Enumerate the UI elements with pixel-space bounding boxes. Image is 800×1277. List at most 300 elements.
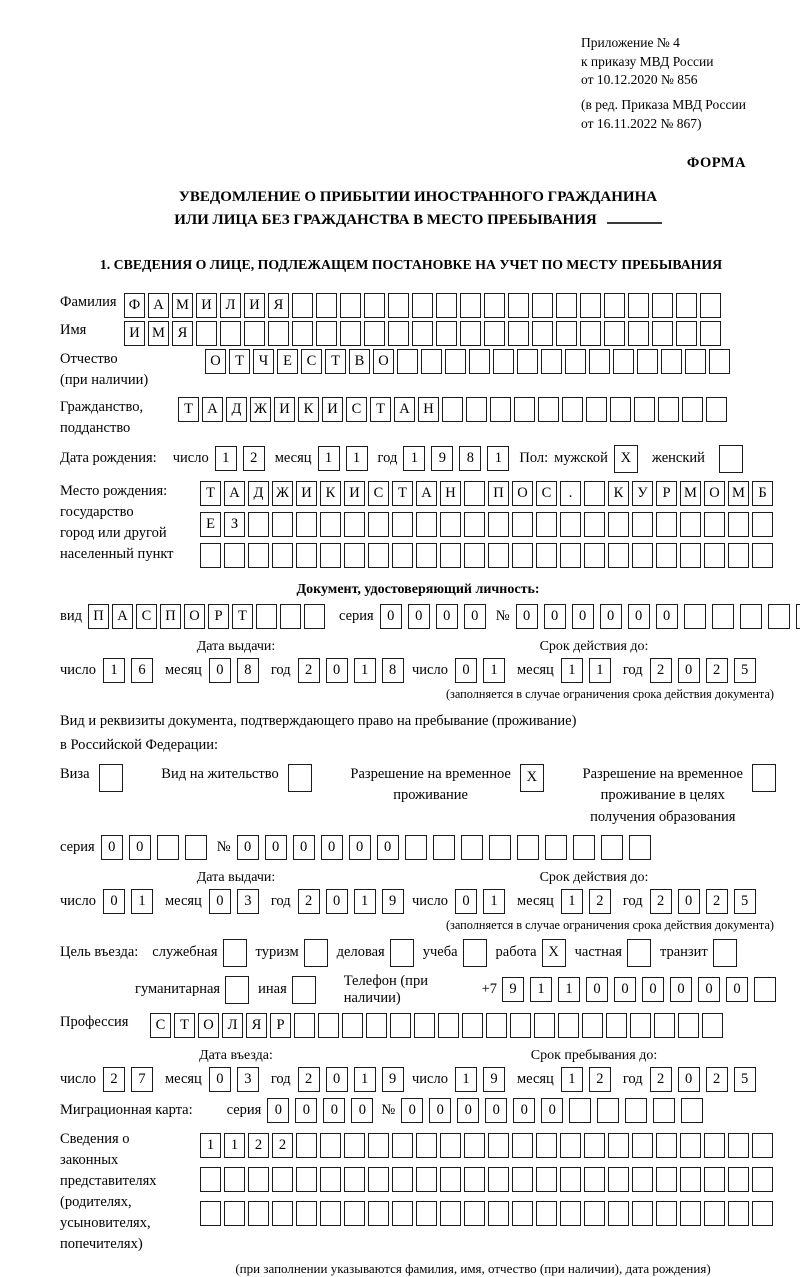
char-box[interactable]: Л bbox=[222, 1013, 243, 1038]
char-box[interactable] bbox=[296, 512, 317, 537]
char-box[interactable] bbox=[316, 321, 337, 346]
char-box[interactable]: 1 bbox=[455, 1067, 477, 1092]
char-box[interactable]: 0 bbox=[237, 835, 259, 860]
char-box[interactable] bbox=[364, 293, 385, 318]
char-box[interactable]: М bbox=[148, 321, 169, 346]
char-box[interactable]: Р bbox=[208, 604, 229, 629]
char-box[interactable] bbox=[584, 1133, 605, 1158]
char-box[interactable]: М bbox=[172, 293, 193, 318]
char-box[interactable] bbox=[627, 939, 651, 967]
char-box[interactable] bbox=[556, 321, 577, 346]
char-box[interactable]: 0 bbox=[209, 658, 231, 683]
char-box[interactable] bbox=[200, 1167, 221, 1192]
char-box[interactable]: X bbox=[542, 939, 566, 967]
char-box[interactable] bbox=[680, 512, 701, 537]
char-box[interactable]: 1 bbox=[318, 446, 340, 471]
char-box[interactable] bbox=[656, 543, 677, 568]
char-box[interactable] bbox=[272, 1201, 293, 1226]
char-box[interactable] bbox=[601, 835, 623, 860]
char-box[interactable]: Т bbox=[174, 1013, 195, 1038]
char-box[interactable]: 1 bbox=[131, 889, 153, 914]
char-box[interactable] bbox=[608, 543, 629, 568]
char-box[interactable] bbox=[613, 349, 634, 374]
char-box[interactable] bbox=[608, 1201, 629, 1226]
char-box[interactable] bbox=[508, 321, 529, 346]
char-box[interactable] bbox=[625, 1098, 647, 1123]
char-box[interactable] bbox=[560, 1133, 581, 1158]
char-box[interactable] bbox=[272, 1167, 293, 1192]
char-box[interactable] bbox=[464, 543, 485, 568]
char-box[interactable] bbox=[340, 321, 361, 346]
char-box[interactable] bbox=[652, 321, 673, 346]
char-box[interactable]: 0 bbox=[321, 835, 343, 860]
char-box[interactable]: К bbox=[298, 397, 319, 422]
char-box[interactable] bbox=[652, 293, 673, 318]
char-box[interactable] bbox=[536, 512, 557, 537]
char-box[interactable] bbox=[296, 1133, 317, 1158]
char-box[interactable]: 1 bbox=[483, 658, 505, 683]
char-box[interactable] bbox=[517, 349, 538, 374]
char-box[interactable]: 2 bbox=[298, 1067, 320, 1092]
char-box[interactable] bbox=[464, 1133, 485, 1158]
char-box[interactable] bbox=[344, 512, 365, 537]
char-box[interactable] bbox=[490, 397, 511, 422]
char-box[interactable] bbox=[436, 293, 457, 318]
char-box[interactable]: 0 bbox=[726, 977, 748, 1002]
char-box[interactable] bbox=[532, 293, 553, 318]
char-box[interactable] bbox=[706, 397, 727, 422]
char-box[interactable]: 0 bbox=[293, 835, 315, 860]
char-box[interactable]: К bbox=[608, 481, 629, 506]
char-box[interactable]: 0 bbox=[455, 889, 477, 914]
char-box[interactable] bbox=[416, 1133, 437, 1158]
char-box[interactable] bbox=[366, 1013, 387, 1038]
char-box[interactable] bbox=[628, 321, 649, 346]
char-box[interactable] bbox=[488, 543, 509, 568]
char-box[interactable] bbox=[488, 1167, 509, 1192]
char-box[interactable] bbox=[728, 1201, 749, 1226]
char-box[interactable]: 0 bbox=[698, 977, 720, 1002]
char-box[interactable]: У bbox=[632, 481, 653, 506]
char-box[interactable] bbox=[704, 1133, 725, 1158]
char-box[interactable]: А bbox=[416, 481, 437, 506]
char-box[interactable] bbox=[560, 1201, 581, 1226]
char-box[interactable]: С bbox=[368, 481, 389, 506]
char-box[interactable]: 3 bbox=[237, 889, 259, 914]
char-box[interactable] bbox=[368, 543, 389, 568]
char-box[interactable] bbox=[632, 1133, 653, 1158]
char-box[interactable] bbox=[280, 604, 301, 629]
char-box[interactable] bbox=[416, 1201, 437, 1226]
char-box[interactable] bbox=[558, 1013, 579, 1038]
char-box[interactable]: 2 bbox=[272, 1133, 293, 1158]
char-box[interactable]: . bbox=[560, 481, 581, 506]
char-box[interactable]: 0 bbox=[265, 835, 287, 860]
char-box[interactable]: 1 bbox=[561, 889, 583, 914]
char-box[interactable] bbox=[654, 1013, 675, 1038]
char-box[interactable]: Н bbox=[440, 481, 461, 506]
char-box[interactable]: 0 bbox=[351, 1098, 373, 1123]
char-box[interactable]: 9 bbox=[431, 446, 453, 471]
char-box[interactable]: О bbox=[198, 1013, 219, 1038]
char-box[interactable]: И bbox=[124, 321, 145, 346]
char-box[interactable] bbox=[316, 293, 337, 318]
char-box[interactable] bbox=[584, 1201, 605, 1226]
char-box[interactable] bbox=[682, 397, 703, 422]
char-box[interactable] bbox=[344, 1201, 365, 1226]
char-box[interactable] bbox=[610, 397, 631, 422]
char-box[interactable]: 8 bbox=[237, 658, 259, 683]
char-box[interactable]: 0 bbox=[103, 889, 125, 914]
char-box[interactable]: И bbox=[196, 293, 217, 318]
char-box[interactable]: А bbox=[224, 481, 245, 506]
char-box[interactable] bbox=[489, 835, 511, 860]
char-box[interactable] bbox=[569, 1098, 591, 1123]
char-box[interactable] bbox=[464, 1201, 485, 1226]
char-box[interactable] bbox=[464, 1167, 485, 1192]
char-box[interactable] bbox=[392, 1133, 413, 1158]
char-box[interactable] bbox=[392, 512, 413, 537]
char-box[interactable]: 3 bbox=[237, 1067, 259, 1092]
char-box[interactable] bbox=[728, 1167, 749, 1192]
char-box[interactable] bbox=[580, 293, 601, 318]
char-box[interactable] bbox=[320, 1167, 341, 1192]
char-box[interactable]: 1 bbox=[403, 446, 425, 471]
char-box[interactable]: 0 bbox=[209, 889, 231, 914]
char-box[interactable] bbox=[461, 835, 483, 860]
char-box[interactable]: 1 bbox=[224, 1133, 245, 1158]
char-box[interactable] bbox=[560, 1167, 581, 1192]
char-box[interactable] bbox=[364, 321, 385, 346]
char-box[interactable]: О bbox=[704, 481, 725, 506]
char-box[interactable] bbox=[342, 1013, 363, 1038]
char-box[interactable]: Д bbox=[226, 397, 247, 422]
char-box[interactable]: 5 bbox=[734, 889, 756, 914]
char-box[interactable] bbox=[580, 321, 601, 346]
char-box[interactable]: 0 bbox=[455, 658, 477, 683]
char-box[interactable]: 0 bbox=[436, 604, 458, 629]
char-box[interactable]: 0 bbox=[485, 1098, 507, 1123]
char-box[interactable] bbox=[676, 321, 697, 346]
char-box[interactable] bbox=[421, 349, 442, 374]
char-box[interactable] bbox=[728, 543, 749, 568]
char-box[interactable] bbox=[604, 293, 625, 318]
char-box[interactable] bbox=[272, 512, 293, 537]
char-box[interactable]: О bbox=[184, 604, 205, 629]
char-box[interactable] bbox=[661, 349, 682, 374]
char-box[interactable] bbox=[713, 939, 737, 967]
char-box[interactable] bbox=[685, 349, 706, 374]
char-box[interactable]: В bbox=[349, 349, 370, 374]
char-box[interactable] bbox=[464, 512, 485, 537]
char-box[interactable] bbox=[752, 512, 773, 537]
char-box[interactable] bbox=[412, 321, 433, 346]
char-box[interactable] bbox=[440, 543, 461, 568]
char-box[interactable] bbox=[704, 512, 725, 537]
char-box[interactable]: 0 bbox=[513, 1098, 535, 1123]
char-box[interactable] bbox=[532, 321, 553, 346]
char-box[interactable] bbox=[416, 512, 437, 537]
char-box[interactable] bbox=[517, 835, 539, 860]
char-box[interactable] bbox=[440, 1167, 461, 1192]
char-box[interactable] bbox=[656, 1201, 677, 1226]
char-box[interactable] bbox=[433, 835, 455, 860]
char-box[interactable] bbox=[464, 481, 485, 506]
char-box[interactable]: 1 bbox=[200, 1133, 221, 1158]
char-box[interactable]: О bbox=[512, 481, 533, 506]
char-box[interactable] bbox=[99, 764, 123, 792]
char-box[interactable]: 0 bbox=[408, 604, 430, 629]
char-box[interactable] bbox=[536, 1133, 557, 1158]
char-box[interactable] bbox=[508, 293, 529, 318]
char-box[interactable] bbox=[462, 1013, 483, 1038]
char-box[interactable]: 0 bbox=[656, 604, 678, 629]
char-box[interactable]: Е bbox=[277, 349, 298, 374]
char-box[interactable] bbox=[486, 1013, 507, 1038]
char-box[interactable] bbox=[634, 397, 655, 422]
char-box[interactable] bbox=[752, 1201, 773, 1226]
char-box[interactable] bbox=[224, 543, 245, 568]
char-box[interactable]: Т bbox=[370, 397, 391, 422]
char-box[interactable] bbox=[565, 349, 586, 374]
char-box[interactable] bbox=[512, 1133, 533, 1158]
char-box[interactable] bbox=[296, 543, 317, 568]
char-box[interactable] bbox=[606, 1013, 627, 1038]
char-box[interactable] bbox=[256, 604, 277, 629]
char-box[interactable]: 9 bbox=[382, 889, 404, 914]
char-box[interactable] bbox=[656, 1167, 677, 1192]
char-box[interactable]: X bbox=[614, 445, 638, 473]
char-box[interactable] bbox=[796, 604, 800, 629]
char-box[interactable] bbox=[225, 976, 249, 1004]
char-box[interactable] bbox=[438, 1013, 459, 1038]
char-box[interactable] bbox=[719, 445, 743, 473]
char-box[interactable] bbox=[390, 939, 414, 967]
char-box[interactable]: И bbox=[344, 481, 365, 506]
char-box[interactable]: 0 bbox=[628, 604, 650, 629]
char-box[interactable]: 8 bbox=[382, 658, 404, 683]
char-box[interactable] bbox=[484, 321, 505, 346]
char-box[interactable] bbox=[463, 939, 487, 967]
char-box[interactable] bbox=[392, 1201, 413, 1226]
char-box[interactable]: П bbox=[160, 604, 181, 629]
char-box[interactable]: М bbox=[728, 481, 749, 506]
char-box[interactable]: 0 bbox=[678, 1067, 700, 1092]
char-box[interactable]: Л bbox=[220, 293, 241, 318]
char-box[interactable]: 9 bbox=[483, 1067, 505, 1092]
char-box[interactable]: 2 bbox=[243, 446, 265, 471]
char-box[interactable]: С bbox=[136, 604, 157, 629]
char-box[interactable]: Д bbox=[248, 481, 269, 506]
char-box[interactable] bbox=[656, 1133, 677, 1158]
char-box[interactable] bbox=[538, 397, 559, 422]
char-box[interactable] bbox=[248, 543, 269, 568]
char-box[interactable]: 1 bbox=[558, 977, 580, 1002]
char-box[interactable]: С bbox=[301, 349, 322, 374]
char-box[interactable]: Ф bbox=[124, 293, 145, 318]
char-box[interactable] bbox=[440, 512, 461, 537]
char-box[interactable] bbox=[630, 1013, 651, 1038]
char-box[interactable]: 2 bbox=[589, 1067, 611, 1092]
char-box[interactable] bbox=[368, 1201, 389, 1226]
char-box[interactable] bbox=[392, 1167, 413, 1192]
char-box[interactable] bbox=[185, 835, 207, 860]
char-box[interactable] bbox=[296, 1201, 317, 1226]
char-box[interactable] bbox=[681, 1098, 703, 1123]
char-box[interactable] bbox=[304, 939, 328, 967]
char-box[interactable] bbox=[440, 1133, 461, 1158]
char-box[interactable] bbox=[288, 764, 312, 792]
char-box[interactable]: 1 bbox=[561, 658, 583, 683]
char-box[interactable] bbox=[680, 1201, 701, 1226]
char-box[interactable] bbox=[390, 1013, 411, 1038]
char-box[interactable] bbox=[442, 397, 463, 422]
char-box[interactable]: 2 bbox=[650, 1067, 672, 1092]
char-box[interactable] bbox=[536, 1201, 557, 1226]
char-box[interactable]: 0 bbox=[326, 1067, 348, 1092]
char-box[interactable]: С bbox=[346, 397, 367, 422]
char-box[interactable] bbox=[436, 321, 457, 346]
char-box[interactable] bbox=[392, 543, 413, 568]
char-box[interactable] bbox=[704, 1201, 725, 1226]
char-box[interactable] bbox=[320, 1201, 341, 1226]
char-box[interactable] bbox=[653, 1098, 675, 1123]
char-box[interactable] bbox=[512, 1201, 533, 1226]
char-box[interactable] bbox=[728, 512, 749, 537]
char-box[interactable] bbox=[562, 397, 583, 422]
char-box[interactable]: 9 bbox=[502, 977, 524, 1002]
char-box[interactable] bbox=[440, 1201, 461, 1226]
char-box[interactable] bbox=[541, 349, 562, 374]
char-box[interactable]: И bbox=[244, 293, 265, 318]
char-box[interactable]: 1 bbox=[483, 889, 505, 914]
char-box[interactable]: И bbox=[296, 481, 317, 506]
char-box[interactable]: 0 bbox=[642, 977, 664, 1002]
char-box[interactable] bbox=[512, 512, 533, 537]
char-box[interactable]: Я bbox=[268, 293, 289, 318]
char-box[interactable] bbox=[752, 1133, 773, 1158]
char-box[interactable] bbox=[460, 293, 481, 318]
char-box[interactable]: К bbox=[320, 481, 341, 506]
char-box[interactable] bbox=[752, 764, 776, 792]
char-box[interactable]: 2 bbox=[650, 658, 672, 683]
char-box[interactable]: 0 bbox=[678, 889, 700, 914]
char-box[interactable] bbox=[512, 1167, 533, 1192]
char-box[interactable]: 8 bbox=[459, 446, 481, 471]
char-box[interactable]: 0 bbox=[323, 1098, 345, 1123]
char-box[interactable]: 2 bbox=[589, 889, 611, 914]
char-box[interactable] bbox=[200, 543, 221, 568]
char-box[interactable]: Р bbox=[270, 1013, 291, 1038]
char-box[interactable]: 0 bbox=[544, 604, 566, 629]
char-box[interactable] bbox=[340, 293, 361, 318]
char-box[interactable]: 0 bbox=[326, 658, 348, 683]
char-box[interactable] bbox=[545, 835, 567, 860]
char-box[interactable]: 1 bbox=[354, 658, 376, 683]
char-box[interactable] bbox=[629, 835, 651, 860]
char-box[interactable] bbox=[224, 1167, 245, 1192]
char-box[interactable] bbox=[584, 1167, 605, 1192]
char-box[interactable]: Ж bbox=[272, 481, 293, 506]
char-box[interactable]: И bbox=[322, 397, 343, 422]
char-box[interactable] bbox=[608, 512, 629, 537]
char-box[interactable] bbox=[469, 349, 490, 374]
char-box[interactable] bbox=[224, 1201, 245, 1226]
char-box[interactable] bbox=[196, 321, 217, 346]
char-box[interactable]: Я bbox=[246, 1013, 267, 1038]
char-box[interactable] bbox=[658, 397, 679, 422]
char-box[interactable] bbox=[368, 512, 389, 537]
char-box[interactable]: 2 bbox=[650, 889, 672, 914]
char-box[interactable] bbox=[536, 543, 557, 568]
char-box[interactable] bbox=[488, 1201, 509, 1226]
char-box[interactable] bbox=[292, 321, 313, 346]
char-box[interactable] bbox=[220, 321, 241, 346]
char-box[interactable]: Т bbox=[232, 604, 253, 629]
char-box[interactable] bbox=[632, 1167, 653, 1192]
char-box[interactable] bbox=[752, 1167, 773, 1192]
char-box[interactable]: 0 bbox=[429, 1098, 451, 1123]
char-box[interactable]: 0 bbox=[541, 1098, 563, 1123]
char-box[interactable] bbox=[560, 543, 581, 568]
char-box[interactable]: 9 bbox=[382, 1067, 404, 1092]
char-box[interactable] bbox=[656, 512, 677, 537]
char-box[interactable] bbox=[292, 976, 316, 1004]
char-box[interactable]: О bbox=[373, 349, 394, 374]
char-box[interactable]: 0 bbox=[101, 835, 123, 860]
char-box[interactable]: Т bbox=[325, 349, 346, 374]
char-box[interactable] bbox=[700, 321, 721, 346]
char-box[interactable] bbox=[320, 1133, 341, 1158]
char-box[interactable]: А bbox=[202, 397, 223, 422]
char-box[interactable] bbox=[632, 512, 653, 537]
char-box[interactable] bbox=[712, 604, 734, 629]
char-box[interactable] bbox=[416, 1167, 437, 1192]
char-box[interactable] bbox=[268, 321, 289, 346]
char-box[interactable] bbox=[740, 604, 762, 629]
char-box[interactable] bbox=[536, 1167, 557, 1192]
char-box[interactable]: 0 bbox=[295, 1098, 317, 1123]
char-box[interactable] bbox=[589, 349, 610, 374]
char-box[interactable]: А bbox=[112, 604, 133, 629]
char-box[interactable]: Ж bbox=[250, 397, 271, 422]
char-box[interactable]: Е bbox=[200, 512, 221, 537]
char-box[interactable]: З bbox=[224, 512, 245, 537]
char-box[interactable] bbox=[608, 1133, 629, 1158]
char-box[interactable]: 0 bbox=[129, 835, 151, 860]
char-box[interactable] bbox=[597, 1098, 619, 1123]
char-box[interactable]: 0 bbox=[516, 604, 538, 629]
char-box[interactable]: 0 bbox=[326, 889, 348, 914]
char-box[interactable] bbox=[728, 1133, 749, 1158]
char-box[interactable]: 6 bbox=[131, 658, 153, 683]
char-box[interactable]: С bbox=[150, 1013, 171, 1038]
char-box[interactable]: Т bbox=[392, 481, 413, 506]
char-box[interactable] bbox=[510, 1013, 531, 1038]
char-box[interactable]: 2 bbox=[103, 1067, 125, 1092]
char-box[interactable]: 0 bbox=[678, 658, 700, 683]
char-box[interactable]: 0 bbox=[209, 1067, 231, 1092]
char-box[interactable] bbox=[678, 1013, 699, 1038]
char-box[interactable] bbox=[248, 1167, 269, 1192]
char-box[interactable]: П bbox=[88, 604, 109, 629]
char-box[interactable] bbox=[584, 543, 605, 568]
char-box[interactable]: 0 bbox=[401, 1098, 423, 1123]
char-box[interactable] bbox=[493, 349, 514, 374]
char-box[interactable] bbox=[344, 1167, 365, 1192]
char-box[interactable] bbox=[560, 512, 581, 537]
char-box[interactable]: 0 bbox=[670, 977, 692, 1002]
